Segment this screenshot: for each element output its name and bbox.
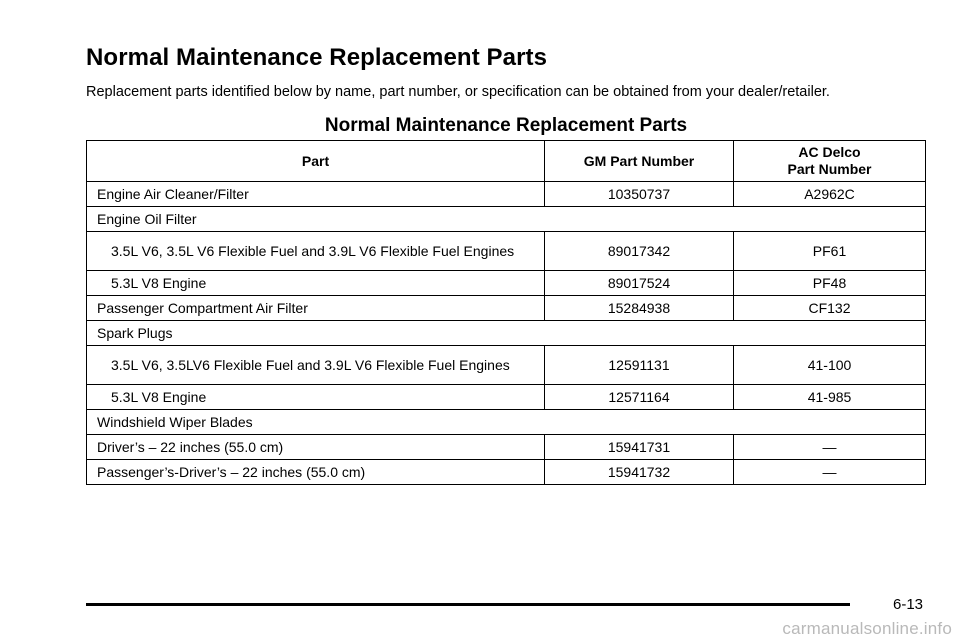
header-ac-delco-line2: Part Number — [787, 161, 872, 177]
table-row — [87, 460, 926, 485]
page-heading: Normal Maintenance Replacement Parts — [86, 44, 548, 71]
cell-gm-number: 89017342 — [545, 232, 734, 271]
cell-part: 3.5L V6, 3.5L V6 Flexible Fuel and 3.9L V6 Flexible Fuel Engines — [87, 232, 545, 271]
header-gm-part-number: GM Part Number — [545, 141, 734, 182]
table-header-row — [87, 141, 926, 182]
cell-gm-number: 15284938 — [545, 296, 734, 321]
table-row — [87, 182, 926, 207]
cell-gm-number: 15941732 — [545, 460, 734, 485]
table-row — [87, 271, 926, 296]
intro-text: Replacement parts identified below by name, part number, or specification can be obtained from your dealer/retailer. — [86, 84, 830, 100]
watermark: carmanualsonline.info — [782, 619, 952, 638]
page-number: 6-13 — [893, 596, 924, 613]
cell-gm-number: 15941731 — [545, 435, 734, 460]
cell-gm-number: 12591131 — [545, 346, 734, 385]
cell-part: Passenger’s-Driver’s – 22 inches (55.0 cm) — [87, 460, 545, 485]
cell-ac-number: PF48 — [734, 271, 926, 296]
cell-ac-number: 41-100 — [734, 346, 926, 385]
cell-part: Passenger Compartment Air Filter — [87, 296, 545, 321]
cell-ac-number: PF61 — [734, 232, 926, 271]
footer-rule — [86, 603, 850, 606]
cell-gm-number: 12571164 — [545, 385, 734, 410]
cell-section-label: Windshield Wiper Blades — [87, 410, 926, 435]
cell-section-label: Spark Plugs — [87, 321, 926, 346]
cell-part: 5.3L V8 Engine — [87, 271, 545, 296]
header-ac-delco-line1: AC Delco — [798, 144, 861, 160]
parts-table — [86, 140, 926, 485]
table-row — [87, 435, 926, 460]
table-title: Normal Maintenance Replacement Parts — [324, 115, 688, 136]
cell-ac-number: — — [734, 460, 926, 485]
table-row — [87, 346, 926, 385]
table-row — [87, 296, 926, 321]
cell-ac-number: — — [734, 435, 926, 460]
table-row — [87, 385, 926, 410]
cell-gm-number: 89017524 — [545, 271, 734, 296]
table-section-row — [87, 207, 926, 232]
header-ac-delco — [734, 141, 926, 182]
header-part: Part — [87, 141, 545, 182]
cell-part: Driver’s – 22 inches (55.0 cm) — [87, 435, 545, 460]
cell-ac-number: A2962C — [734, 182, 926, 207]
cell-gm-number: 10350737 — [545, 182, 734, 207]
table-section-row — [87, 410, 926, 435]
cell-ac-number: 41-985 — [734, 385, 926, 410]
cell-section-label: Engine Oil Filter — [87, 207, 926, 232]
cell-part: Engine Air Cleaner/Filter — [87, 182, 545, 207]
cell-part: 3.5L V6, 3.5LV6 Flexible Fuel and 3.9L V6 Flexible Fuel Engines — [87, 346, 545, 385]
cell-ac-number: CF132 — [734, 296, 926, 321]
table-section-row — [87, 321, 926, 346]
table-row — [87, 232, 926, 271]
cell-part: 5.3L V8 Engine — [87, 385, 545, 410]
